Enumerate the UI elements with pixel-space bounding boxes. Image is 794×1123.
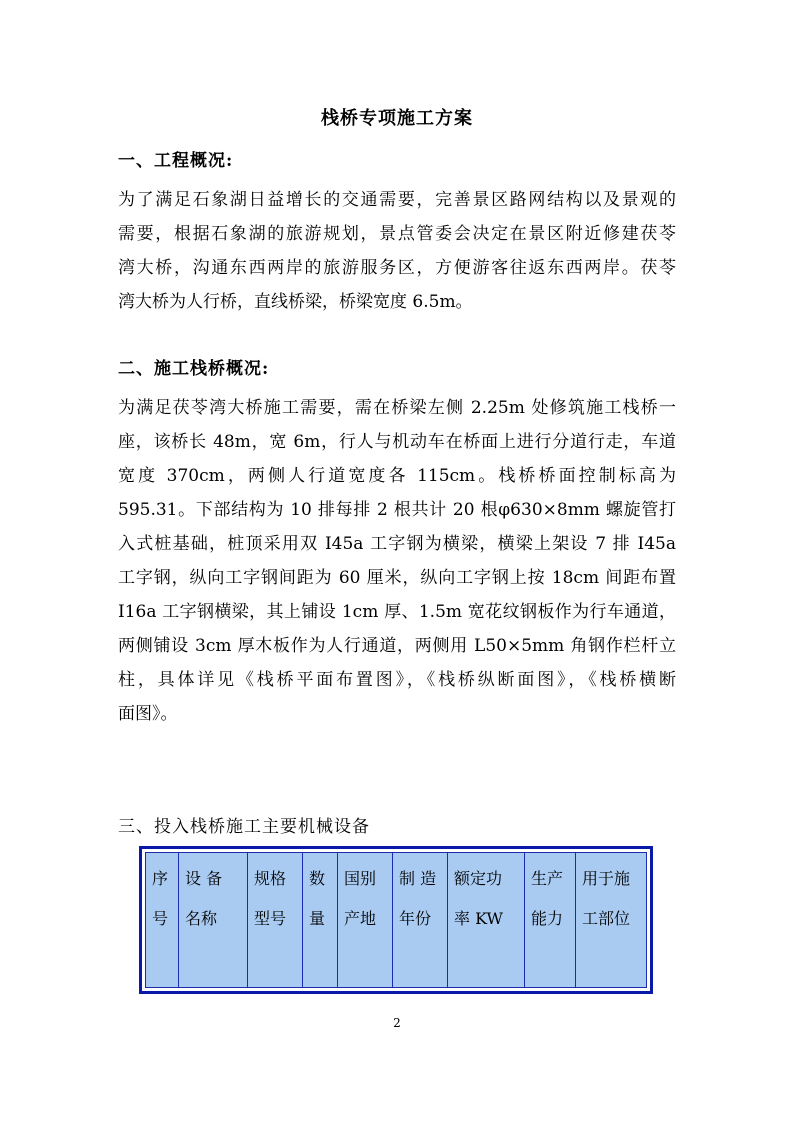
header-cell-index <box>146 853 179 988</box>
document-title: 栈桥专项施工方案 <box>321 108 473 129</box>
header-cell-line: 制 造 <box>399 869 437 888</box>
paragraph-line: 面图》。 <box>118 704 178 724</box>
paragraph-line: 柱，具体详见《栈桥平面布置图》，《栈桥纵断面图》，《栈桥横断 <box>118 670 676 690</box>
header-cell-line: 数 <box>309 869 326 888</box>
page-number: 2 <box>393 1016 401 1030</box>
header-cell-line: 名称 <box>185 909 218 928</box>
header-cell-line: 设 备 <box>185 869 223 888</box>
paragraph-line: 工字钢，纵向工字钢间距为 60 厘米，纵向工字钢上按 18cm 间距布置 <box>118 568 676 588</box>
paragraph-line: 为了满足石象湖日益增长的交通需要，完善景区路网结构以及景观的 <box>118 190 676 210</box>
equipment-table <box>145 852 647 988</box>
header-cell-line: 产地 <box>344 909 377 928</box>
header-cell-line: 规格 <box>254 869 287 888</box>
header-cell-spec-model <box>248 853 303 988</box>
header-cell-line: 额定功 <box>454 869 503 888</box>
header-cell-year <box>393 853 448 988</box>
header-cell-line: 量 <box>309 909 326 928</box>
header-cell-line: 能力 <box>531 909 564 928</box>
section-1-paragraph <box>118 183 676 319</box>
paragraph-line: 595.31。下部结构为 10 排每排 2 根共计 20 根φ630×8mm 螺旋管打 <box>118 500 676 520</box>
paragraph-line: 两侧铺设 3cm 厚木板作为人行通道，两侧用 L50×5mm 角钢作栏杆立 <box>118 636 676 656</box>
table-header-row <box>146 853 647 988</box>
header-cell-line: 号 <box>152 909 169 928</box>
equipment-table-frame <box>139 846 653 994</box>
header-cell-line: 率 KW <box>454 909 503 928</box>
header-cell-quantity <box>303 853 338 988</box>
header-cell-capacity <box>525 853 576 988</box>
paragraph-line: 需要，根据石象湖的旅游规划，景点管委会决定在景区附近修建茯苓 <box>118 224 676 244</box>
header-cell-line: 工部位 <box>582 909 631 928</box>
header-cell-line: 用于施 <box>582 869 631 888</box>
section-1-heading: 一、工程概况: <box>118 151 234 171</box>
header-cell-origin <box>338 853 393 988</box>
paragraph-line: 座，该桥长 48m，宽 6m，行人与机动车在桥面上进行分道行走，车道 <box>118 432 676 452</box>
paragraph-line: 宽度 370cm，两侧人行道宽度各 115cm。栈桥桥面控制标高为 <box>118 466 676 486</box>
section-2-paragraph <box>118 391 676 731</box>
header-cell-line: 序 <box>152 869 169 888</box>
paragraph-line: 入式桩基础，桩顶采用双 I45a 工字钢为横梁，横梁上架设 7 排 I45a <box>118 534 676 554</box>
section-2-heading: 二、施工栈桥概况: <box>118 359 270 379</box>
header-cell-line: 型号 <box>254 909 287 928</box>
section-3-heading: 三、投入栈桥施工主要机械设备 <box>118 817 370 837</box>
header-cell-rated-power <box>448 853 525 988</box>
header-cell-usage-location <box>576 853 647 988</box>
paragraph-line: 湾大桥，沟通东西两岸的旅游服务区，方便游客往返东西两岸。茯苓 <box>118 258 676 278</box>
paragraph-line: I16a 工字钢横梁，其上铺设 1cm 厚、1.5m 宽花纹钢板作为行车通道， <box>118 602 676 622</box>
header-cell-line: 生产 <box>531 869 564 888</box>
header-cell-line: 年份 <box>399 909 432 928</box>
paragraph-line: 湾大桥为人行桥，直线桥梁，桥梁宽度 6.5m。 <box>118 292 473 312</box>
header-cell-equipment-name <box>179 853 248 988</box>
header-cell-line: 国别 <box>344 869 377 888</box>
paragraph-line: 为满足茯苓湾大桥施工需要，需在桥梁左侧 2.25m 处修筑施工栈桥一 <box>118 398 676 418</box>
